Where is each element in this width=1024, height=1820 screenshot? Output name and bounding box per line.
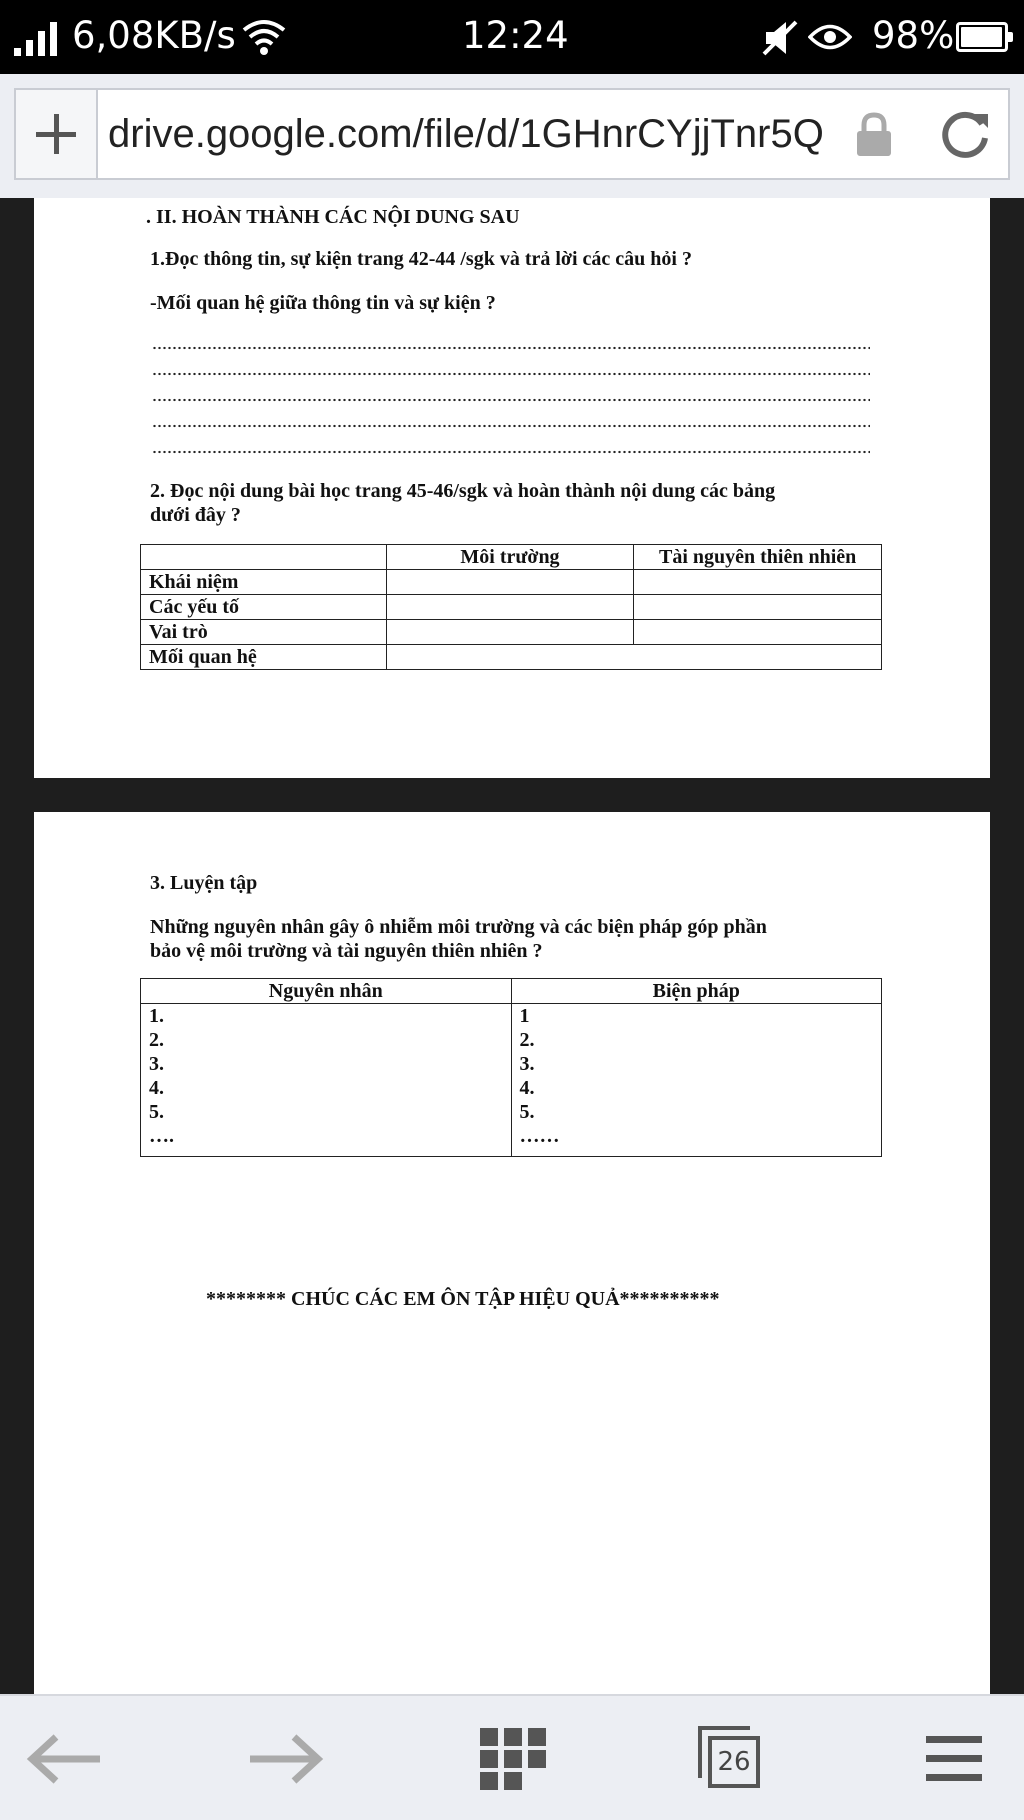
table-header: Biện pháp xyxy=(511,979,881,1004)
table-row xyxy=(141,570,882,595)
table-row xyxy=(141,1004,882,1157)
tab-count: 26 xyxy=(708,1736,760,1788)
row-label: Mối quan hệ xyxy=(141,645,387,670)
prompt-line1: Những nguyên nhân gây ô nhiễm môi trường và các biện pháp góp phần xyxy=(150,916,767,938)
url-text[interactable]: drive.google.com/file/d/1GHnrCYjjTnr5Q xyxy=(108,112,824,156)
list-item: …. xyxy=(149,1125,174,1147)
battery-icon xyxy=(956,22,1008,52)
menu-icon[interactable] xyxy=(910,1726,1000,1792)
list-item: 4. xyxy=(149,1077,164,1099)
question-2-line2: dưới đây ? xyxy=(150,504,241,526)
answer-line xyxy=(152,398,870,402)
back-arrow-icon[interactable] xyxy=(20,1726,110,1792)
apps-grid-icon[interactable] xyxy=(468,1726,558,1792)
prompt-line2: bảo vệ môi trường và tài nguyên thiên nhiên ? xyxy=(150,940,543,962)
list-item: 2. xyxy=(519,1029,535,1051)
question-2-line1: 2. Đọc nội dung bài học trang 45-46/sgk và hoàn thành nội dung các bảng xyxy=(150,480,776,502)
table-header: Nguyên nhân xyxy=(141,979,512,1004)
answer-line xyxy=(152,450,870,454)
list-item: 1. xyxy=(149,1005,164,1027)
section-heading: . II. HOÀN THÀNH CÁC NỘI DUNG SAU xyxy=(146,206,520,228)
question-1: 1.Đọc thông tin, sự kiện trang 42-44 /sgk và trả lời các câu hỏi ? xyxy=(150,248,692,270)
forward-arrow-icon[interactable] xyxy=(240,1726,330,1792)
table-header: Tài nguyên thiên nhiên xyxy=(634,545,882,570)
reload-icon[interactable] xyxy=(938,106,994,162)
concept-table xyxy=(140,544,882,670)
table-header: Môi trường xyxy=(386,545,634,570)
list-item: 1 xyxy=(519,1005,530,1027)
causes-measures-table xyxy=(140,978,882,1157)
table-row xyxy=(141,620,882,645)
row-label: Các yếu tố xyxy=(141,595,387,620)
answer-line xyxy=(152,424,870,428)
row-label: Vai trò xyxy=(141,620,387,645)
battery-percent: 98% xyxy=(872,14,955,57)
document-viewer[interactable] xyxy=(0,198,1024,1694)
list-item: 4. xyxy=(519,1077,535,1099)
tabs-icon[interactable] xyxy=(694,1726,784,1792)
document-page-1 xyxy=(34,198,990,778)
section-title: 3. Luyện tập xyxy=(150,872,258,894)
list-item: 5. xyxy=(519,1101,535,1123)
mute-icon xyxy=(760,18,800,58)
signal-icon xyxy=(14,22,62,56)
network-speed: 6,08KB/s xyxy=(72,14,236,57)
list-item: 2. xyxy=(149,1029,164,1051)
answer-line xyxy=(152,346,870,350)
browser-bottom-bar xyxy=(0,1694,1024,1820)
document-page-2 xyxy=(34,812,990,1694)
answer-line xyxy=(152,372,870,376)
measures-cell xyxy=(511,1004,881,1157)
list-item: 3. xyxy=(519,1053,535,1075)
list-item: 5. xyxy=(149,1101,164,1123)
clock: 12:24 xyxy=(462,14,569,57)
list-item: …… xyxy=(519,1125,560,1147)
wifi-icon xyxy=(242,18,286,58)
table-row xyxy=(141,595,882,620)
row-label: Khái niệm xyxy=(141,570,387,595)
status-bar xyxy=(0,0,1024,74)
table-row xyxy=(141,645,882,670)
question-1-sub: -Mối quan hệ giữa thông tin và sự kiện ? xyxy=(150,292,496,314)
list-item: 3. xyxy=(149,1053,164,1075)
table-header-row xyxy=(141,979,882,1004)
table-header-row xyxy=(141,545,882,570)
closing-message: ******** CHÚC CÁC EM ÔN TẬP HIỆU QUẢ********** xyxy=(206,1288,720,1310)
causes-cell xyxy=(141,1004,512,1157)
table-header xyxy=(141,545,387,570)
lock-icon xyxy=(854,112,894,158)
address-bar[interactable] xyxy=(14,88,1010,180)
browser-toolbar xyxy=(0,74,1024,198)
eye-icon xyxy=(808,22,852,52)
plus-icon[interactable] xyxy=(16,90,98,178)
